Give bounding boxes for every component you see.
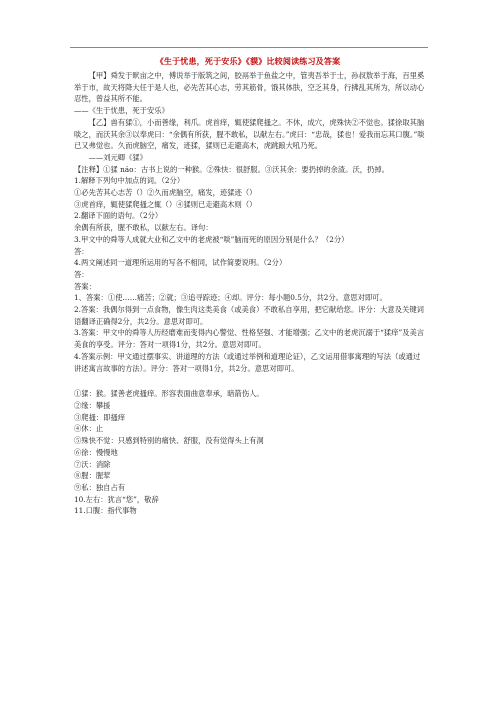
glossary-item: ⑧腥：腥荤 — [74, 471, 111, 481]
glossary-item: ⑦沃：消除 — [74, 459, 111, 469]
answer-item: 4.答案示例：甲文通过摆事实、讲道理的方法（或通过举例和道理论证），乙文运用借事寓理的写法（或通过讲述寓言故事的方法）。评分：答对一项得1分，共2分。意思对即可。 — [74, 351, 421, 373]
glossary-item: ③爬搔：即搔痒 — [74, 412, 126, 422]
notes: 【注释】①猱 náo：古书上说的一种猴。②殊快：很舒服。③沃其余：要扔掉的余渣。沃，扔掉。 — [74, 164, 389, 174]
question-line: 答： — [74, 269, 89, 279]
glossary-item: ⑨私：独自占有 — [74, 482, 126, 492]
passage-a-source: ——《生于忧患，死于安乐》 — [74, 106, 169, 116]
question-line: 4.两文阐述同一道理所运用的写各不相同，试作简要说明。（2分） — [74, 258, 287, 268]
question-line: ①必先苦其心志苦（）②久而虎脑空，痛发，迹猱迹（） — [74, 188, 257, 198]
answer-item: 3.答案：甲文中的舜等人历经磨难而变得内心警觉、性格坚强、才能增强；乙文中的老虎沉溺于“猱痒”及美言美食的享受。评分：答对一项得1分，共2分。意思对即可。 — [74, 328, 425, 350]
question-line: 3.甲文中的舜等人成就大业和乙文中的老虎被“啖”脑而死的原因分别是什么？（2分） — [74, 234, 349, 244]
document-body — [74, 70, 426, 517]
section-gap — [74, 374, 426, 388]
passage-a-text: 【甲】舜发于畎亩之中，傅说举于版筑之间，胶鬲举于鱼盐之中，管夷吾举于士，孙叔敖举于海，百里奚举于市，故天将降大任于是人也，必先苦其心志，劳其筋骨，饿其体肤，空乏其身，行拂乱其所为，所以动心忍性，曾益其所不能。 — [74, 71, 425, 104]
glossary-item: ④休：止 — [74, 424, 104, 434]
document-title: 《生于忧患，死于安乐》《貘》比较阅读练习及答案 — [155, 56, 341, 66]
question-line: 答： — [74, 246, 89, 256]
glossary-item: 10.左右：犹言“您”，敬辞 — [74, 494, 159, 504]
glossary-item: 11.口腹：指代事物 — [74, 506, 137, 516]
question-line: 余偶有所获，腥不敢私，以献左右。译句： — [74, 223, 213, 233]
glossary-item: ⑥徐：慢慢地 — [74, 447, 118, 457]
passage-b-source: ——刘元卿《猱》 — [88, 152, 147, 162]
answer-item: 2.答案：我偶尔得到一点食物，像生肉这类美食（或美食）不敢私自享用，把它献给您。评分：大意及关键词语翻译正确得2分，共2分。意思对即可。 — [74, 305, 424, 326]
glossary-item: ⑤殊快不觉：只感到特别的痛快、舒服，没有觉得头上有洞 — [74, 436, 264, 446]
answer-item: 1、答案：①使……痛苦；②就；③追寻踪迹；④却。评分：每小题0.5分，共2分。意思对即可。 — [74, 293, 387, 303]
glossary-item: ②缘：攀援 — [74, 400, 111, 410]
passage-b-text: 【乙】兽有猱①，小而善缘，利爪。虎首痒，辄使猱爬搔之。不休，成穴，虎殊快②不觉也。猱徐取其脑啖之，而沃其余③以奉虎曰：“余偶有所获，腥不敢私，以献左右。”虎曰：“忠哉，猱也！爱我而忘其口腹。”啖已又弗觉也。久而虎脑空，痛发，迹猱，猱则已走避高木，虎跳踉大吼乃死。 — [74, 117, 425, 151]
question-line: 2.翻译下面的语句。（2分） — [74, 211, 163, 221]
glossary-item: ①猱：猴。猱善老虎搔痒。形容表面曲意奉承，暗箭伤人。 — [74, 389, 264, 399]
question-line: 答案： — [74, 281, 96, 291]
question-line: 1.解释下列句中加点的词。（2分） — [74, 176, 185, 186]
header-rule — [70, 47, 428, 48]
question-line: ③虎首痒，辄使猱爬搔之辄（）④猱则已走避高木则（） — [74, 199, 257, 209]
